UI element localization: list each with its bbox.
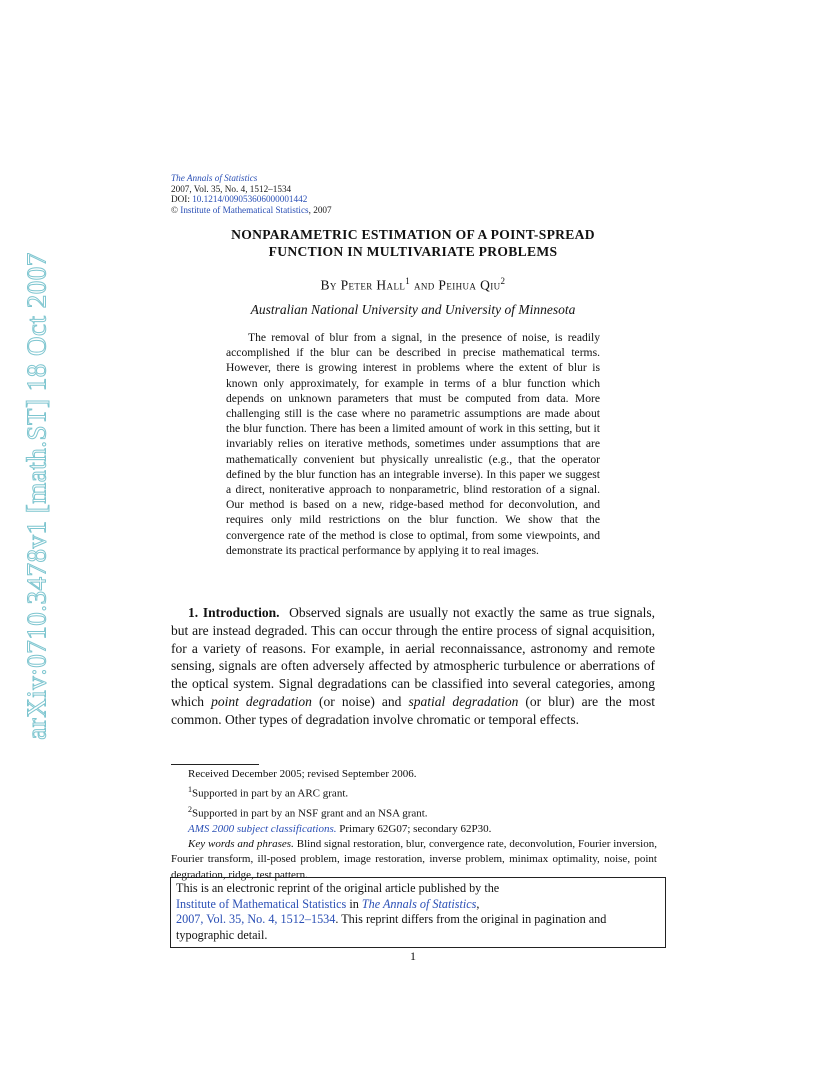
footnote-2-mark: 2 xyxy=(188,805,192,815)
copyright-year: , 2007 xyxy=(308,204,332,215)
reprint-comma: , xyxy=(476,896,480,911)
arxiv-side-stamp xyxy=(20,246,54,746)
journal-header xyxy=(171,173,332,215)
reprint-in: in xyxy=(346,896,362,911)
footnote-2 xyxy=(171,802,657,822)
doi-link[interactable]: 10.1214/009053606000001442 xyxy=(192,194,308,205)
keywords xyxy=(171,837,657,883)
journal-name-link[interactable]: The Annals of Statistics xyxy=(171,173,258,183)
ams-classification-text: Primary 62G07; secondary 62P30. xyxy=(336,822,492,835)
footnote-divider xyxy=(171,764,259,765)
reprint-rest: . This reprint differs from the original in pagination and typographic detail. xyxy=(176,912,607,942)
received-note: Received December 2005; revised September 2006. xyxy=(188,768,417,780)
reprint-ims-link[interactable]: Institute of Mathematical Statistics xyxy=(176,896,347,911)
paper-title xyxy=(171,226,655,260)
section-heading: 1. Introduction. xyxy=(188,605,280,620)
keywords-text: Blind signal restoration, blur, convergence rate, deconvolution, Fourier inversion, Fourier transform, ill-posed problem, image restoration, inverse problem, minimax optimality, noise, point degradation, ridge, test pattern. xyxy=(171,838,657,881)
footnote-1-text: Supported in part by an ARC grant. xyxy=(192,787,349,800)
introduction-paragraph xyxy=(171,604,655,729)
footnote-1 xyxy=(171,782,657,802)
reprint-notice-box xyxy=(170,877,666,948)
ams-classification xyxy=(171,822,657,837)
reprint-journal-link[interactable]: The Annals of Statistics xyxy=(361,896,477,911)
author-1: Peter Hall xyxy=(340,277,406,293)
author-2: Peihua Qiu xyxy=(438,277,501,293)
intro-text-b: (or noise) and xyxy=(311,693,409,709)
abstract: The removal of blur from a signal, in the presence of noise, is readily accomplished if the blur can be described in precise mathematical terms. However, there is growing interest in problems where the extent of blur is known only approximately, for example in terms of a blur function which depends on unknown parameters that must be computed from data. More challenging still is the case where no parametric assumptions are made about the blur function. There has been a limited amount of work in this setting, but it invariably relies on iterative methods, sometimes under assumptions that are mathematically convenient but physically unrealistic (e.g., that the operator defined by the blur function has an integrable inverse). In this paper we suggest a direct, noniterative approach to nonparametric, blind restoration of a signal. Our method is based on a new, ridge-based method for deconvolution, and requires only mild restrictions on the blur function. We show that the convergence rate of the method is close to optimal, from some viewpoints, and demonstrate its practical performance by applying it to real images. xyxy=(226,331,600,557)
keywords-label: Key words and phrases. xyxy=(188,838,294,851)
footnote-1-mark: 1 xyxy=(188,785,192,795)
and-word: and xyxy=(413,277,435,293)
intro-emphasis-point-degradation: point degradation xyxy=(211,693,312,709)
intro-emphasis-spatial-degradation: spatial degradation xyxy=(408,693,519,709)
page-number: 1 xyxy=(410,949,416,963)
doi-label: DOI: xyxy=(171,194,193,205)
footnote-2-text: Supported in part by an NSF grant and an NSA grant. xyxy=(192,807,428,820)
intro-text-c: (or blur) are the most common. Other types of degradation involve chromatic or temporal effects. xyxy=(171,693,655,727)
doi-line xyxy=(171,194,332,205)
footnotes xyxy=(171,767,657,883)
title-line-1: NONPARAMETRIC ESTIMATION OF A POINT-SPREAD xyxy=(231,227,595,242)
author-line xyxy=(171,276,655,294)
author-2-footnote-mark[interactable]: 2 xyxy=(500,276,506,286)
ams-classification-link[interactable]: AMS 2000 subject classifications. xyxy=(188,822,337,835)
arxiv-identifier: arXiv:0710.3478v1 [math.ST] 18 Oct 2007 xyxy=(21,252,52,740)
intro-text-a: Observed signals are usually not exactly the same as true signals, but are instead degraded. This can occur through the entire process of signal acquisition, for a variety of reasons. For example, in aerial reconnaissance, astronomy and remote sensing, signals are often adversely affected by atmospheric turbulence or aberrations of the optical system. Signal degradations can be classified into several categories, among which xyxy=(171,605,656,709)
by-word: By xyxy=(320,277,337,293)
copyright-line xyxy=(171,205,332,216)
reprint-line-1: This is an electronic reprint of the original article published by the xyxy=(176,881,500,895)
copyright-icon: © xyxy=(171,204,178,215)
volume-line: 2007, Vol. 35, No. 4, 1512–1534 xyxy=(171,183,292,194)
affiliation: Australian National University and University of Minnesota xyxy=(250,302,576,317)
title-line-2: FUNCTION IN MULTIVARIATE PROBLEMS xyxy=(268,244,558,259)
author-1-footnote-mark[interactable]: 1 xyxy=(405,276,411,286)
reprint-citation-link[interactable]: 2007, Vol. 35, No. 4, 1512–1534 xyxy=(176,912,336,927)
ims-link[interactable]: Institute of Mathematical Statistics xyxy=(180,204,309,215)
